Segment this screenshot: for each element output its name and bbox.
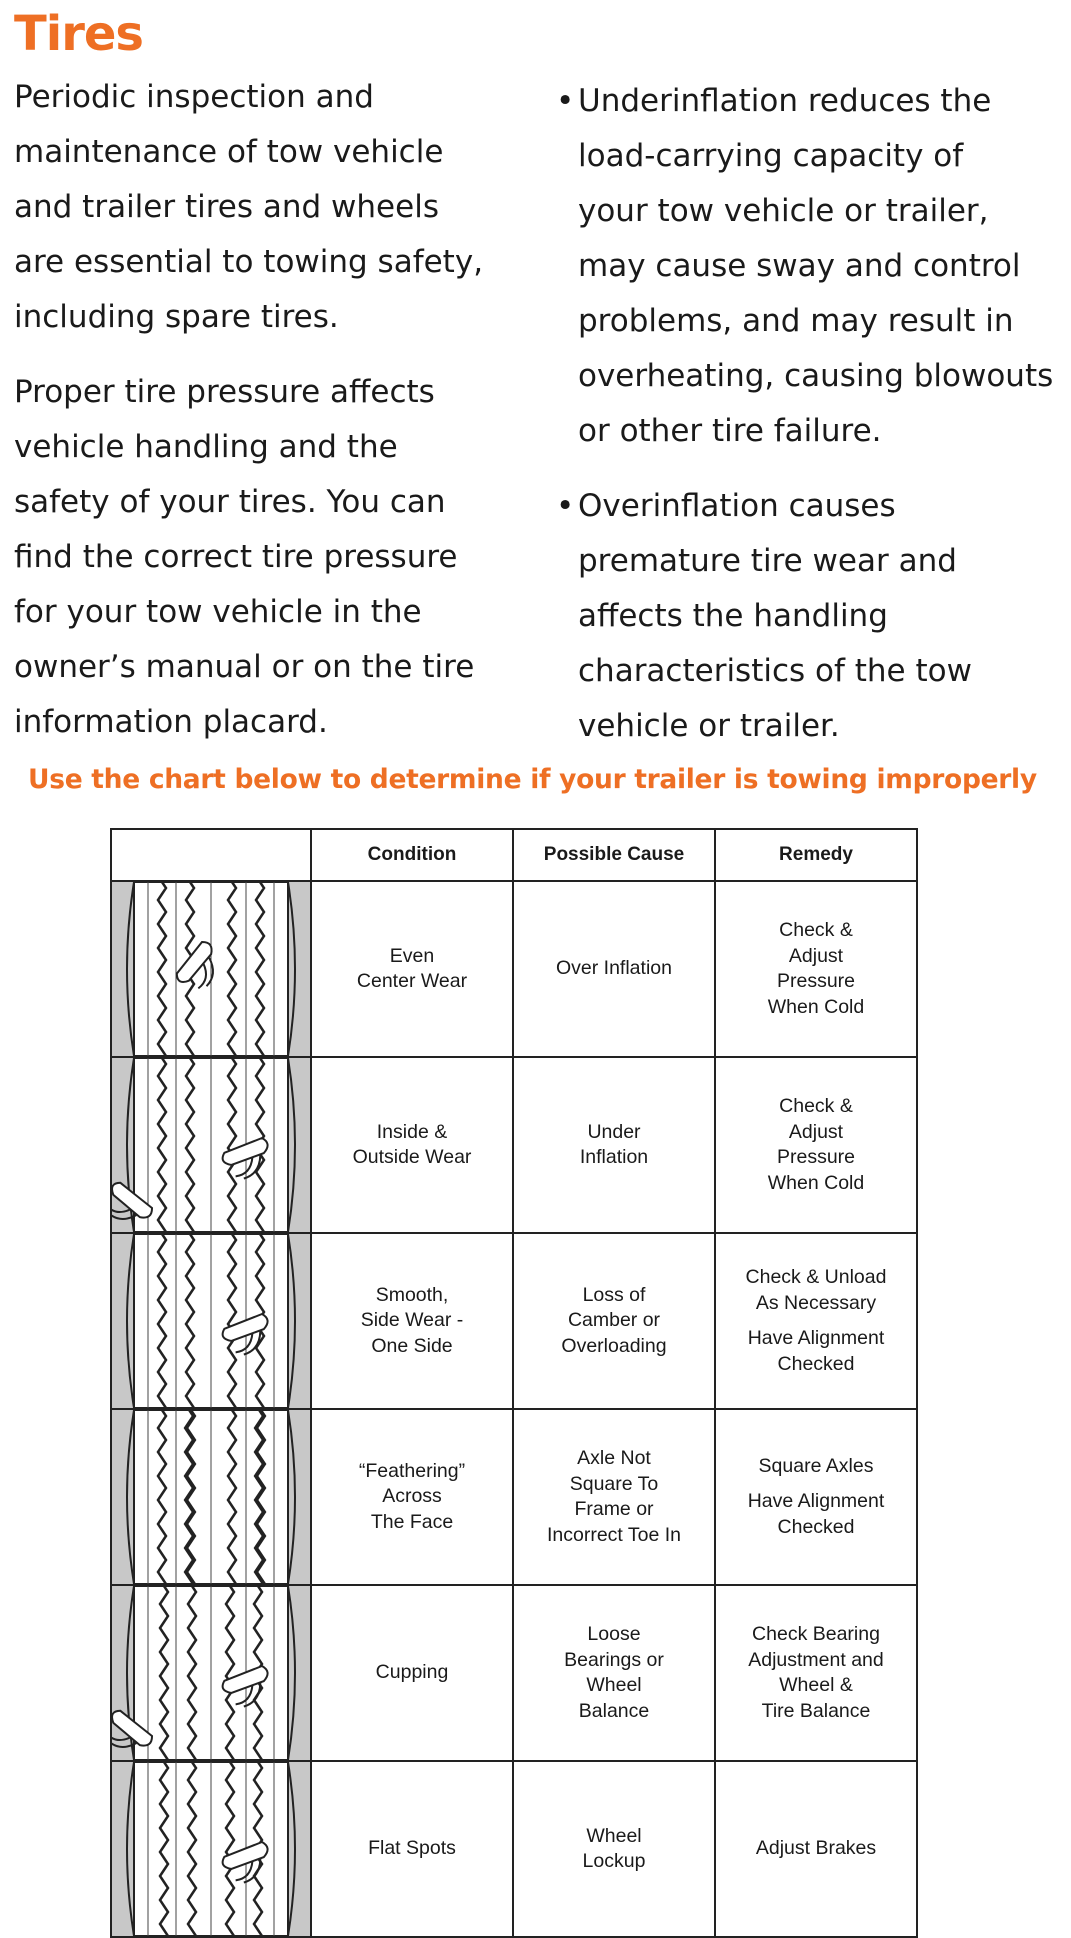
condition-cell: Inside & Outside Wear (311, 1057, 513, 1233)
tire-illustration (111, 1409, 311, 1585)
header-remedy: Remedy (715, 829, 917, 881)
tire-illustration (111, 1585, 311, 1761)
possible-cause-cell: Axle Not Square To Frame or Incorrect Toe In (513, 1409, 715, 1585)
remedy-spacer (716, 1316, 916, 1326)
possible-cause-cell: Wheel Lockup (513, 1761, 715, 1937)
tire-feathering-icon (112, 1410, 310, 1584)
table-row (111, 1057, 917, 1233)
intro-paragraph-1: Periodic inspection and maintenance of tow vehicle and trailer tires and wheels are essential to towing safety, including spare tires. (14, 79, 484, 335)
tire-cupping-icon (112, 1586, 310, 1760)
table-row (111, 881, 917, 1057)
intro-paragraph-2: Proper tire pressure affects vehicle handling and the safety of your tires. You can find the correct tire pressure for your tow vehicle in the owner’s manual or on the tire information placard. (14, 374, 475, 740)
condition-cell: “Feathering” Across The Face (311, 1409, 513, 1585)
tire-illustration (111, 1761, 311, 1937)
bullet-overinflation: • Overinflation causes premature tire wear and affects the handling characteristics of the tow vehicle or trailer. (556, 479, 1071, 754)
condition-cell: Even Center Wear (311, 881, 513, 1057)
header-possible-cause: Possible Cause (513, 829, 715, 881)
table-header-row (111, 829, 917, 881)
possible-cause-cell: Loss of Camber or Overloading (513, 1233, 715, 1409)
possible-cause-cell: Loose Bearings or Wheel Balance (513, 1585, 715, 1761)
header-condition: Condition (311, 829, 513, 881)
remedy-cell: Check & Adjust Pressure When Cold (715, 1057, 917, 1233)
tire-illustration (111, 1233, 311, 1409)
table-row (111, 1761, 917, 1937)
condition-cell: Cupping (311, 1585, 513, 1761)
table-row (111, 1409, 917, 1585)
tire-even-center-wear-icon (112, 882, 310, 1056)
tire-illustration (111, 881, 311, 1057)
table-row (111, 1233, 917, 1409)
tire-wear-table (110, 828, 918, 1938)
remedy-cell: Check & Adjust Pressure When Cold (715, 881, 917, 1057)
remedy-cell: Square Axles Have Alignment Checked (715, 1409, 917, 1585)
possible-cause-cell: Under Inflation (513, 1057, 715, 1233)
table-row (111, 1585, 917, 1761)
chart-heading: Use the chart below to determine if your trailer is towing improperly (28, 764, 1037, 795)
tire-illustration (111, 1057, 311, 1233)
tire-inside-outside-wear-icon (112, 1058, 310, 1232)
remedy-cell: Check & Unload As Necessary Have Alignment Checked (715, 1233, 917, 1409)
header-illustration (111, 829, 311, 881)
bullet-underinflation: • Underinflation reduces the load-carrying capacity of your tow vehicle or trailer, may cause sway and control problems, and may result in overheating, causing blowouts or other tire failure. (556, 74, 1071, 459)
remedy-cell: Check Bearing Adjustment and Wheel & Tire Balance (715, 1585, 917, 1761)
intro-column (14, 70, 524, 750)
page-title: Tires (14, 6, 143, 62)
possible-cause-cell: Over Inflation (513, 881, 715, 1057)
tire-flat-spots-icon (112, 1762, 310, 1936)
condition-cell: Smooth, Side Wear - One Side (311, 1233, 513, 1409)
condition-cell: Flat Spots (311, 1761, 513, 1937)
remedy-cell: Adjust Brakes (715, 1761, 917, 1937)
remedy-spacer (716, 1479, 916, 1489)
tire-side-wear-icon (112, 1234, 310, 1408)
bullet-dot-icon: • (556, 83, 575, 119)
bullet-column (556, 74, 1071, 754)
bullet-dot-icon: • (556, 488, 575, 524)
